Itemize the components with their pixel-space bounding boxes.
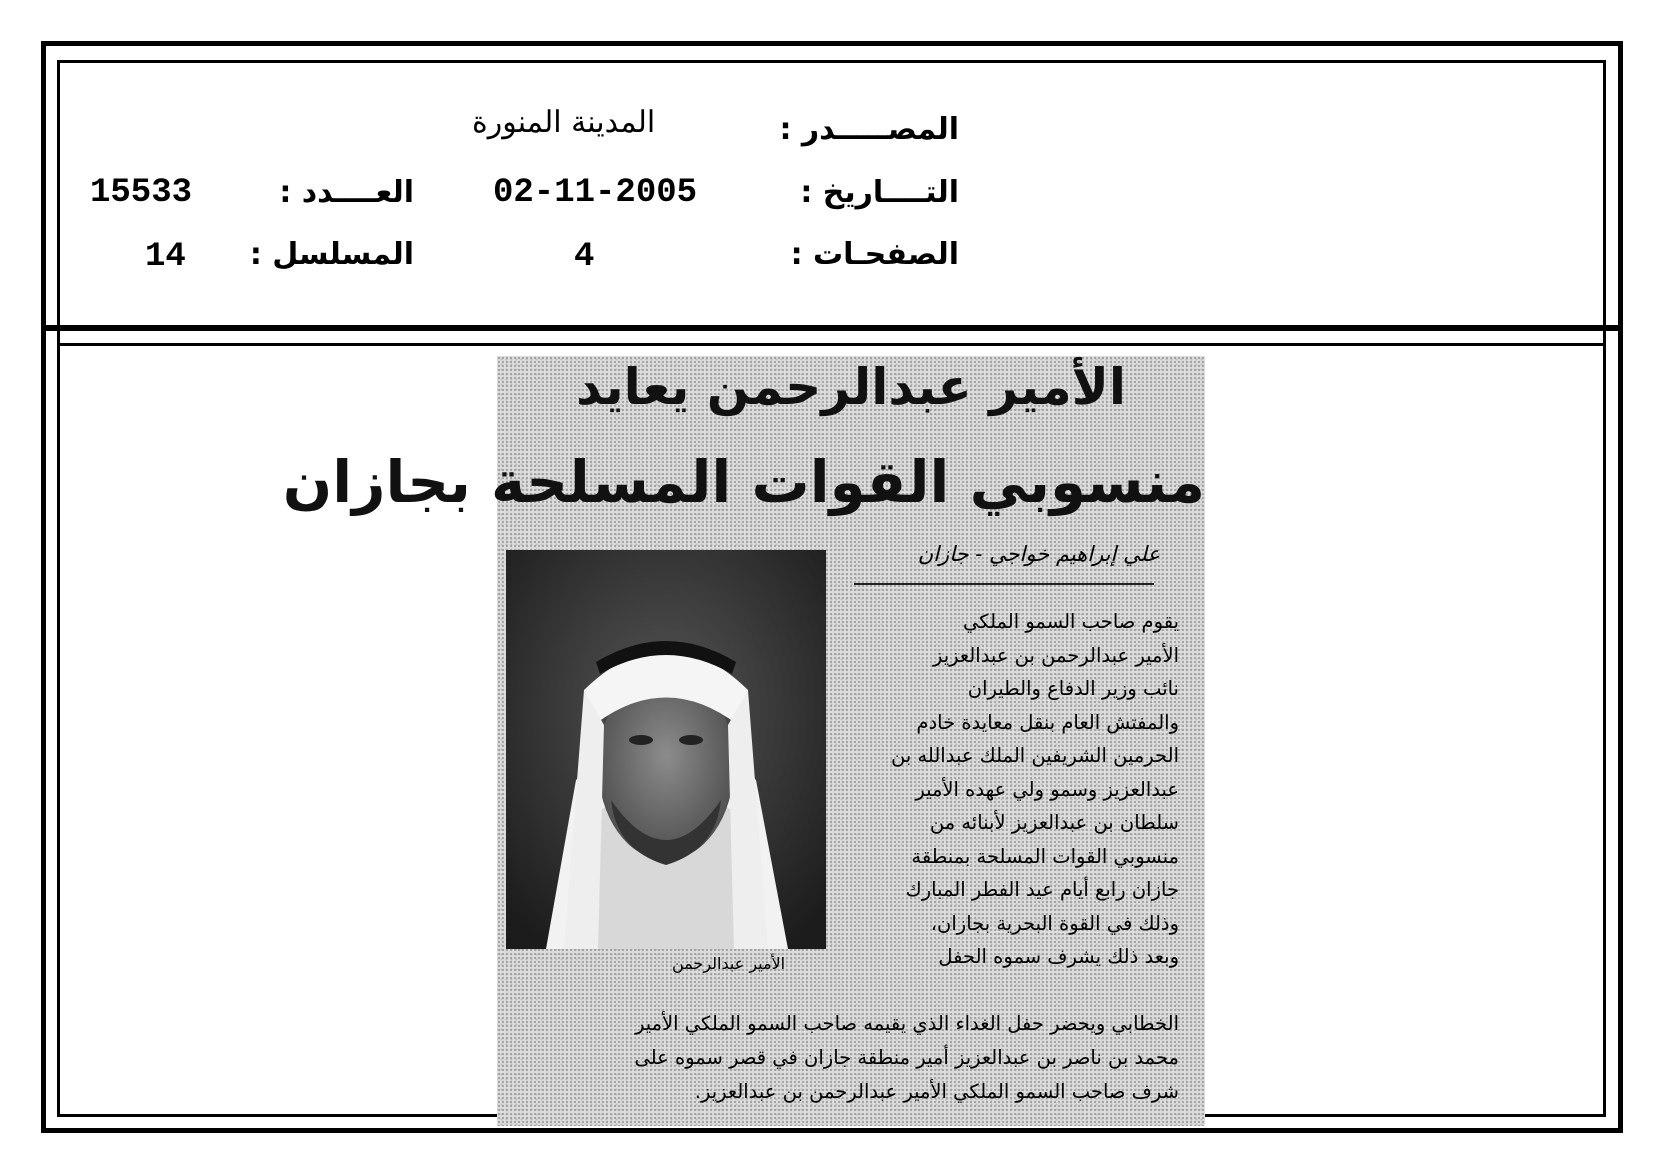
issue-value: 15533 xyxy=(90,174,193,212)
headline-line-1: الأمير عبدالرحمن يعايد xyxy=(575,358,1127,416)
issue-label: العــــدد : xyxy=(279,175,414,210)
byline: علي إبراهيم خواجي - جازان xyxy=(917,542,1160,566)
serial-value: 14 xyxy=(145,238,186,276)
body-line: سلطان بن عبدالعزيز لأبنائه من xyxy=(929,811,1179,834)
body-line: الخطابي ويحضر حفل الغداء الذي يقيمه صاحب السمو الملكي الأمير xyxy=(634,1012,1179,1035)
portrait-photo xyxy=(506,550,826,949)
body-line: جازان رابع أيام عيد الفطر المبارك xyxy=(905,878,1179,901)
pages-value: 4 xyxy=(574,238,595,276)
byline-rule xyxy=(854,583,1154,585)
photo-caption: الأمير عبدالرحمن xyxy=(672,954,786,973)
headline-line-2: منسوبي القوات المسلحة بجازان xyxy=(282,448,1205,516)
date-label: التــــاريخ : xyxy=(800,175,959,210)
source-value: المدينة المنورة xyxy=(472,105,656,140)
body-line: محمد بن ناصر بن عبدالعزيز أمير منطقة جازان في قصر سموه على xyxy=(634,1046,1179,1069)
portrait-illustration xyxy=(506,550,826,949)
newspaper-clipping xyxy=(282,356,1205,1126)
header-divider-thin xyxy=(57,343,1606,346)
source-label: المصـــــدر : xyxy=(779,112,959,147)
pages-label: الصفحـات : xyxy=(790,237,959,272)
body-line: الحرمين الشريفين الملك عبدالله بن xyxy=(890,744,1179,767)
body-line: شرف صاحب السمو الملكي الأمير عبدالرحمن بن عبدالعزيز. xyxy=(694,1080,1179,1103)
article-body-column xyxy=(861,605,1179,974)
body-line: وذلك في القوة البحرية بجازان، xyxy=(930,911,1179,935)
body-line: والمفتش العام بنقل معايدة خادم xyxy=(916,710,1179,734)
serial-label: المسلسل : xyxy=(249,237,414,272)
header-divider xyxy=(46,325,1618,331)
body-line: عبدالعزيز وسمو ولي عهده الأمير xyxy=(915,777,1179,801)
date-value: 02-11-2005 xyxy=(493,174,698,212)
body-line: يقوم صاحب السمو الملكي xyxy=(963,610,1179,633)
body-line: نائب وزير الدفاع والطيران xyxy=(967,677,1179,700)
body-line: منسوبي القوات المسلحة بمنطقة xyxy=(911,844,1179,868)
body-line: الأمير عبدالرحمن بن عبدالعزيز xyxy=(932,643,1179,667)
body-line: وبعد ذلك يشرف سموه الحفل xyxy=(938,945,1179,968)
article-body-full-width xyxy=(497,1007,1179,1109)
